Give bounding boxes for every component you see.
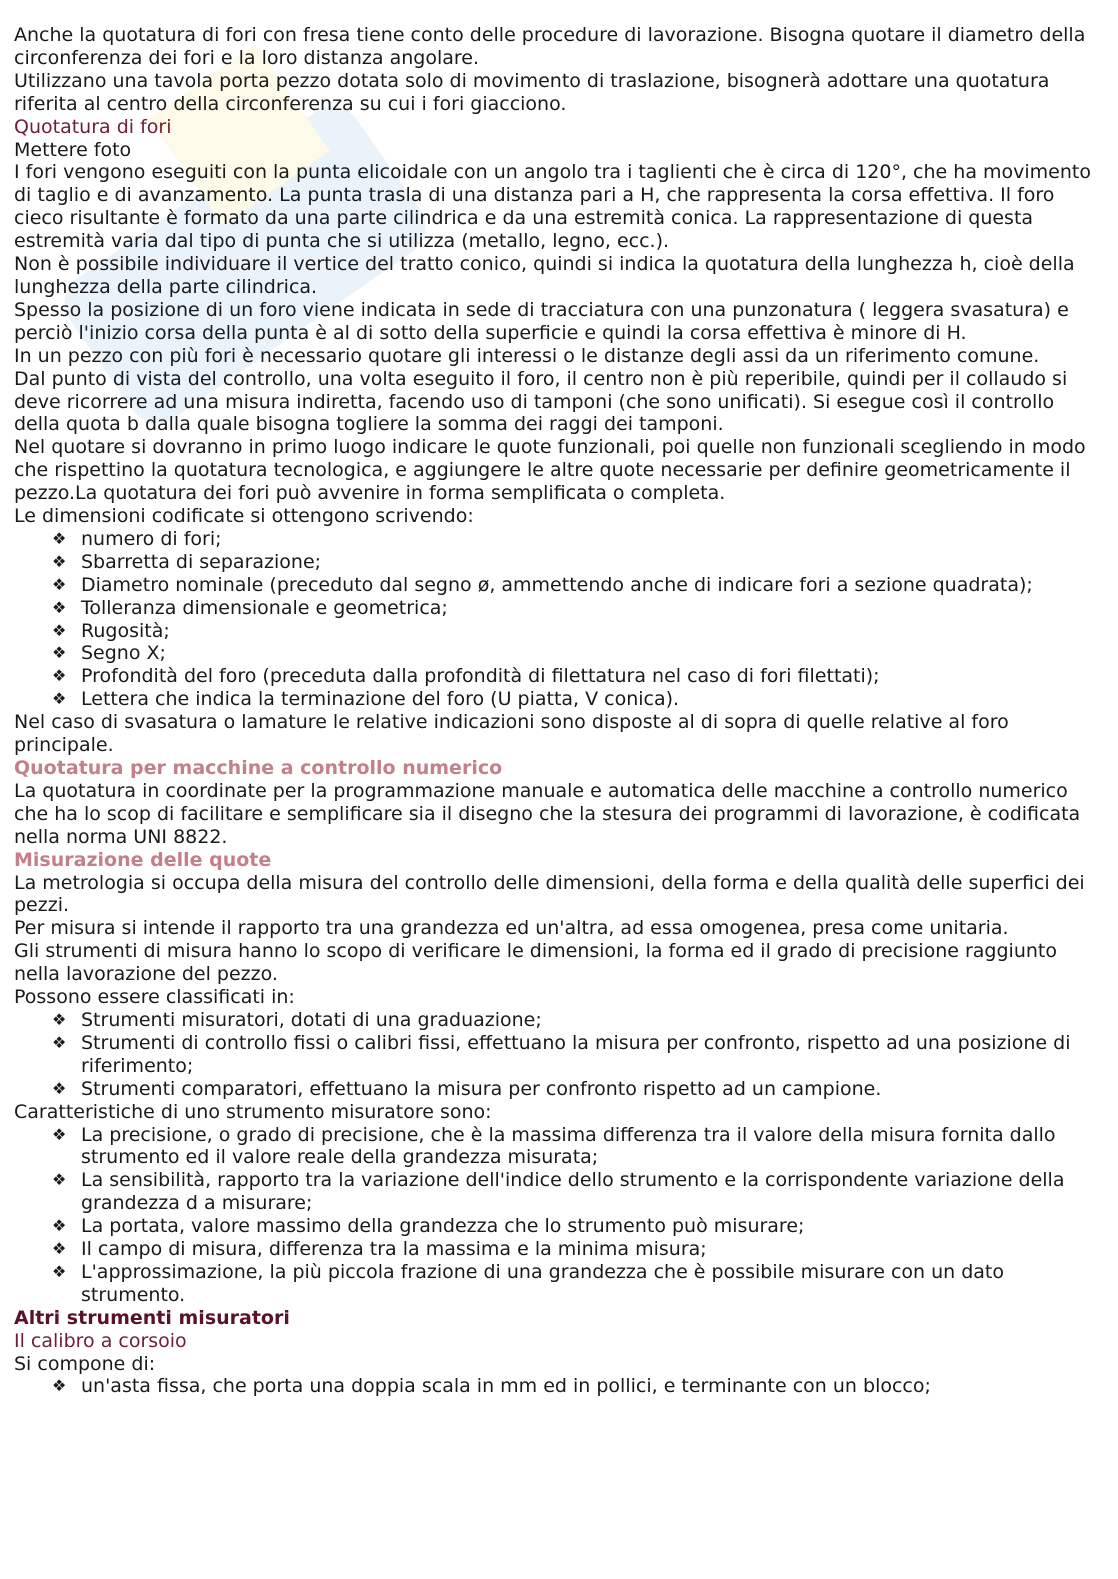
paragraph: Spesso la posizione di un foro viene indicata in sede di tracciatura con una punzonatura ( leggera svasatura) e perciò l'inizio corsa della punta è al di sotto della superficie e quindi la corsa effettiva è minore di H. [14, 298, 1069, 344]
paragraph: Non è possibile individuare il vertice del tratto conico, quindi si indica la quotatura della lunghezza h, cioè della lunghezza della parte cilindrica. [14, 253, 1075, 298]
paragraph: Si compone di: [14, 1352, 156, 1375]
list-item: ❖ La portata, valore massimo della grandezza che lo strumento può misurare; [52, 1215, 1100, 1238]
list-item: ❖ Strumenti di controllo fissi o calibri fissi, effettuano la misura per confronto, rispetto ad una posizione di riferimento; [52, 1032, 1100, 1078]
list-item: ❖ numero di fori; [52, 528, 1100, 551]
list-item: ❖ Segno X; [52, 642, 1100, 665]
list-item: ❖ L'approssimazione, la più piccola frazione di una grandezza che è possibile misurare con un dato strumento. [52, 1261, 1100, 1307]
list-item: ❖ Profondità del foro (preceduta dalla profondità di filettatura nel caso di fori filettati); [52, 665, 1100, 688]
subheading-calibro-corsoio: Il calibro a corsoio [14, 1329, 187, 1352]
section-heading-quotatura-fori: Quotatura di fori [14, 115, 172, 138]
list-item: ❖ Il campo di misura, differenza tra la massima e la minima misura; [52, 1238, 1100, 1261]
list-item: ❖ Strumenti comparatori, effettuano la misura per confronto rispetto ad un campione. [52, 1078, 1100, 1101]
paragraph: Per misura si intende il rapporto tra una grandezza ed un'altra, ad essa omogenea, presa come unitaria. [14, 917, 1009, 940]
list-item: ❖ Lettera che indica la terminazione del foro (U piatta, V conica). [52, 688, 1100, 711]
paragraph: Gli strumenti di misura hanno lo scopo di verificare le dimensioni, la forma ed il grado di precisione raggiunto nella lavorazione del pezzo. [14, 940, 1057, 986]
list-item: ❖ un'asta fissa, che porta una doppia scala in mm ed in pollici, e terminante con un blocco; [52, 1375, 1100, 1398]
paragraph: Utilizzano una tavola porta pezzo dotata solo di movimento di traslazione, bisognerà adottare una quotatura riferita al centro della circonferenza su cui i fori giacciono. [14, 69, 1050, 115]
paragraph: La quotatura in coordinate per la programmazione manuale e automatica delle macchine a controllo numerico che ha lo scop di facilitare e semplificare sia il disegno che la stesura dei programmi di lavorazione, è codificata nella norma UNI 8822. [14, 779, 1081, 848]
section-heading-altri-strumenti: Altri strumenti misuratori [14, 1306, 290, 1329]
section-heading-misurazione: Misurazione delle quote [14, 848, 272, 871]
document-page [14, 24, 1100, 1398]
paragraph: Nel quotare si dovranno in primo luogo indicare le quote funzionali, poi quelle non funzionali scegliendo in modo che rispettino la quotatura tecnologica, e aggiungere le altre quote necessarie per definire geometricamente il pezzo.La quotatura dei fori può avvenire in forma semplificata o completa. [14, 436, 1086, 505]
paragraph: La metrologia si occupa della misura del controllo delle dimensioni, della forma e della qualità delle superfici dei pezzi. [14, 871, 1085, 917]
list-item: ❖ Strumenti misuratori, dotati di una graduazione; [52, 1009, 1100, 1032]
paragraph: Caratteristiche di uno strumento misuratore sono: [14, 1100, 492, 1123]
list-item: ❖ La sensibilità, rapporto tra la variazione dell'indice dello strumento e la corrispondente variazione della grandezza d a misurare; [52, 1169, 1100, 1215]
paragraph: Dal punto di vista del controllo, una volta eseguito il foro, il centro non è più reperibile, quindi per il collaudo si deve ricorrere ad una misura indiretta, facendo uso di tamponi (che sono unificati). Si esegue così il controllo della quota b dalla quale bisogna togliere la somma dei raggi dei tamponi. [14, 367, 1068, 436]
bullet-list-componenti [14, 1375, 1100, 1398]
list-item: ❖ Rugosità; [52, 620, 1100, 643]
paragraph: Nel caso di svasatura o lamature le relative indicazioni sono disposte al di sopra di quelle relative al foro principale. [14, 711, 1009, 757]
paragraph: Mettere foto [14, 138, 132, 161]
paragraph: Anche la quotatura di fori con fresa tiene conto delle procedure di lavorazione. Bisogna quotare il diametro della circonferenza dei fori e la loro distanza angolare. [14, 24, 1086, 69]
paragraph: I fori vengono eseguiti con la punta elicoidale con un angolo tra i taglienti che è circa di 120°, che ha movimento di taglio e di avanzamento. La punta trasla di una distanza pari a H, che rappresenta la corsa effettiva. Il foro cieco risultante è formato da una parte cilindrica e da una estremità conica. La rappresentazione di questa estremità varia dal tipo di punta che si utilizza (metallo, legno, ecc.). [14, 161, 1091, 253]
list-item: ❖ Diametro nominale (preceduto dal segno ø, ammettendo anche di indicare fori a sezione quadrata); [52, 574, 1100, 597]
bullet-list-dimensioni [14, 528, 1100, 711]
paragraph: Possono essere classificati in: [14, 986, 295, 1009]
bullet-list-classificazione [14, 1009, 1100, 1101]
list-item: ❖ Tolleranza dimensionale e geometrica; [52, 597, 1100, 620]
paragraph: In un pezzo con più fori è necessario quotare gli interessi o le distanze degli assi da un riferimento comune. [14, 344, 1040, 367]
paragraph: Le dimensioni codificate si ottengono scrivendo: [14, 505, 474, 528]
section-heading-controllo-numerico: Quotatura per macchine a controllo numerico [14, 757, 503, 779]
bullet-list-caratteristiche [14, 1124, 1100, 1307]
list-item: ❖ Sbarretta di separazione; [52, 551, 1100, 574]
list-item: ❖ La precisione, o grado di precisione, che è la massima differenza tra il valore della misura fornita dallo strumento ed il valore reale della grandezza misurata; [52, 1124, 1100, 1170]
